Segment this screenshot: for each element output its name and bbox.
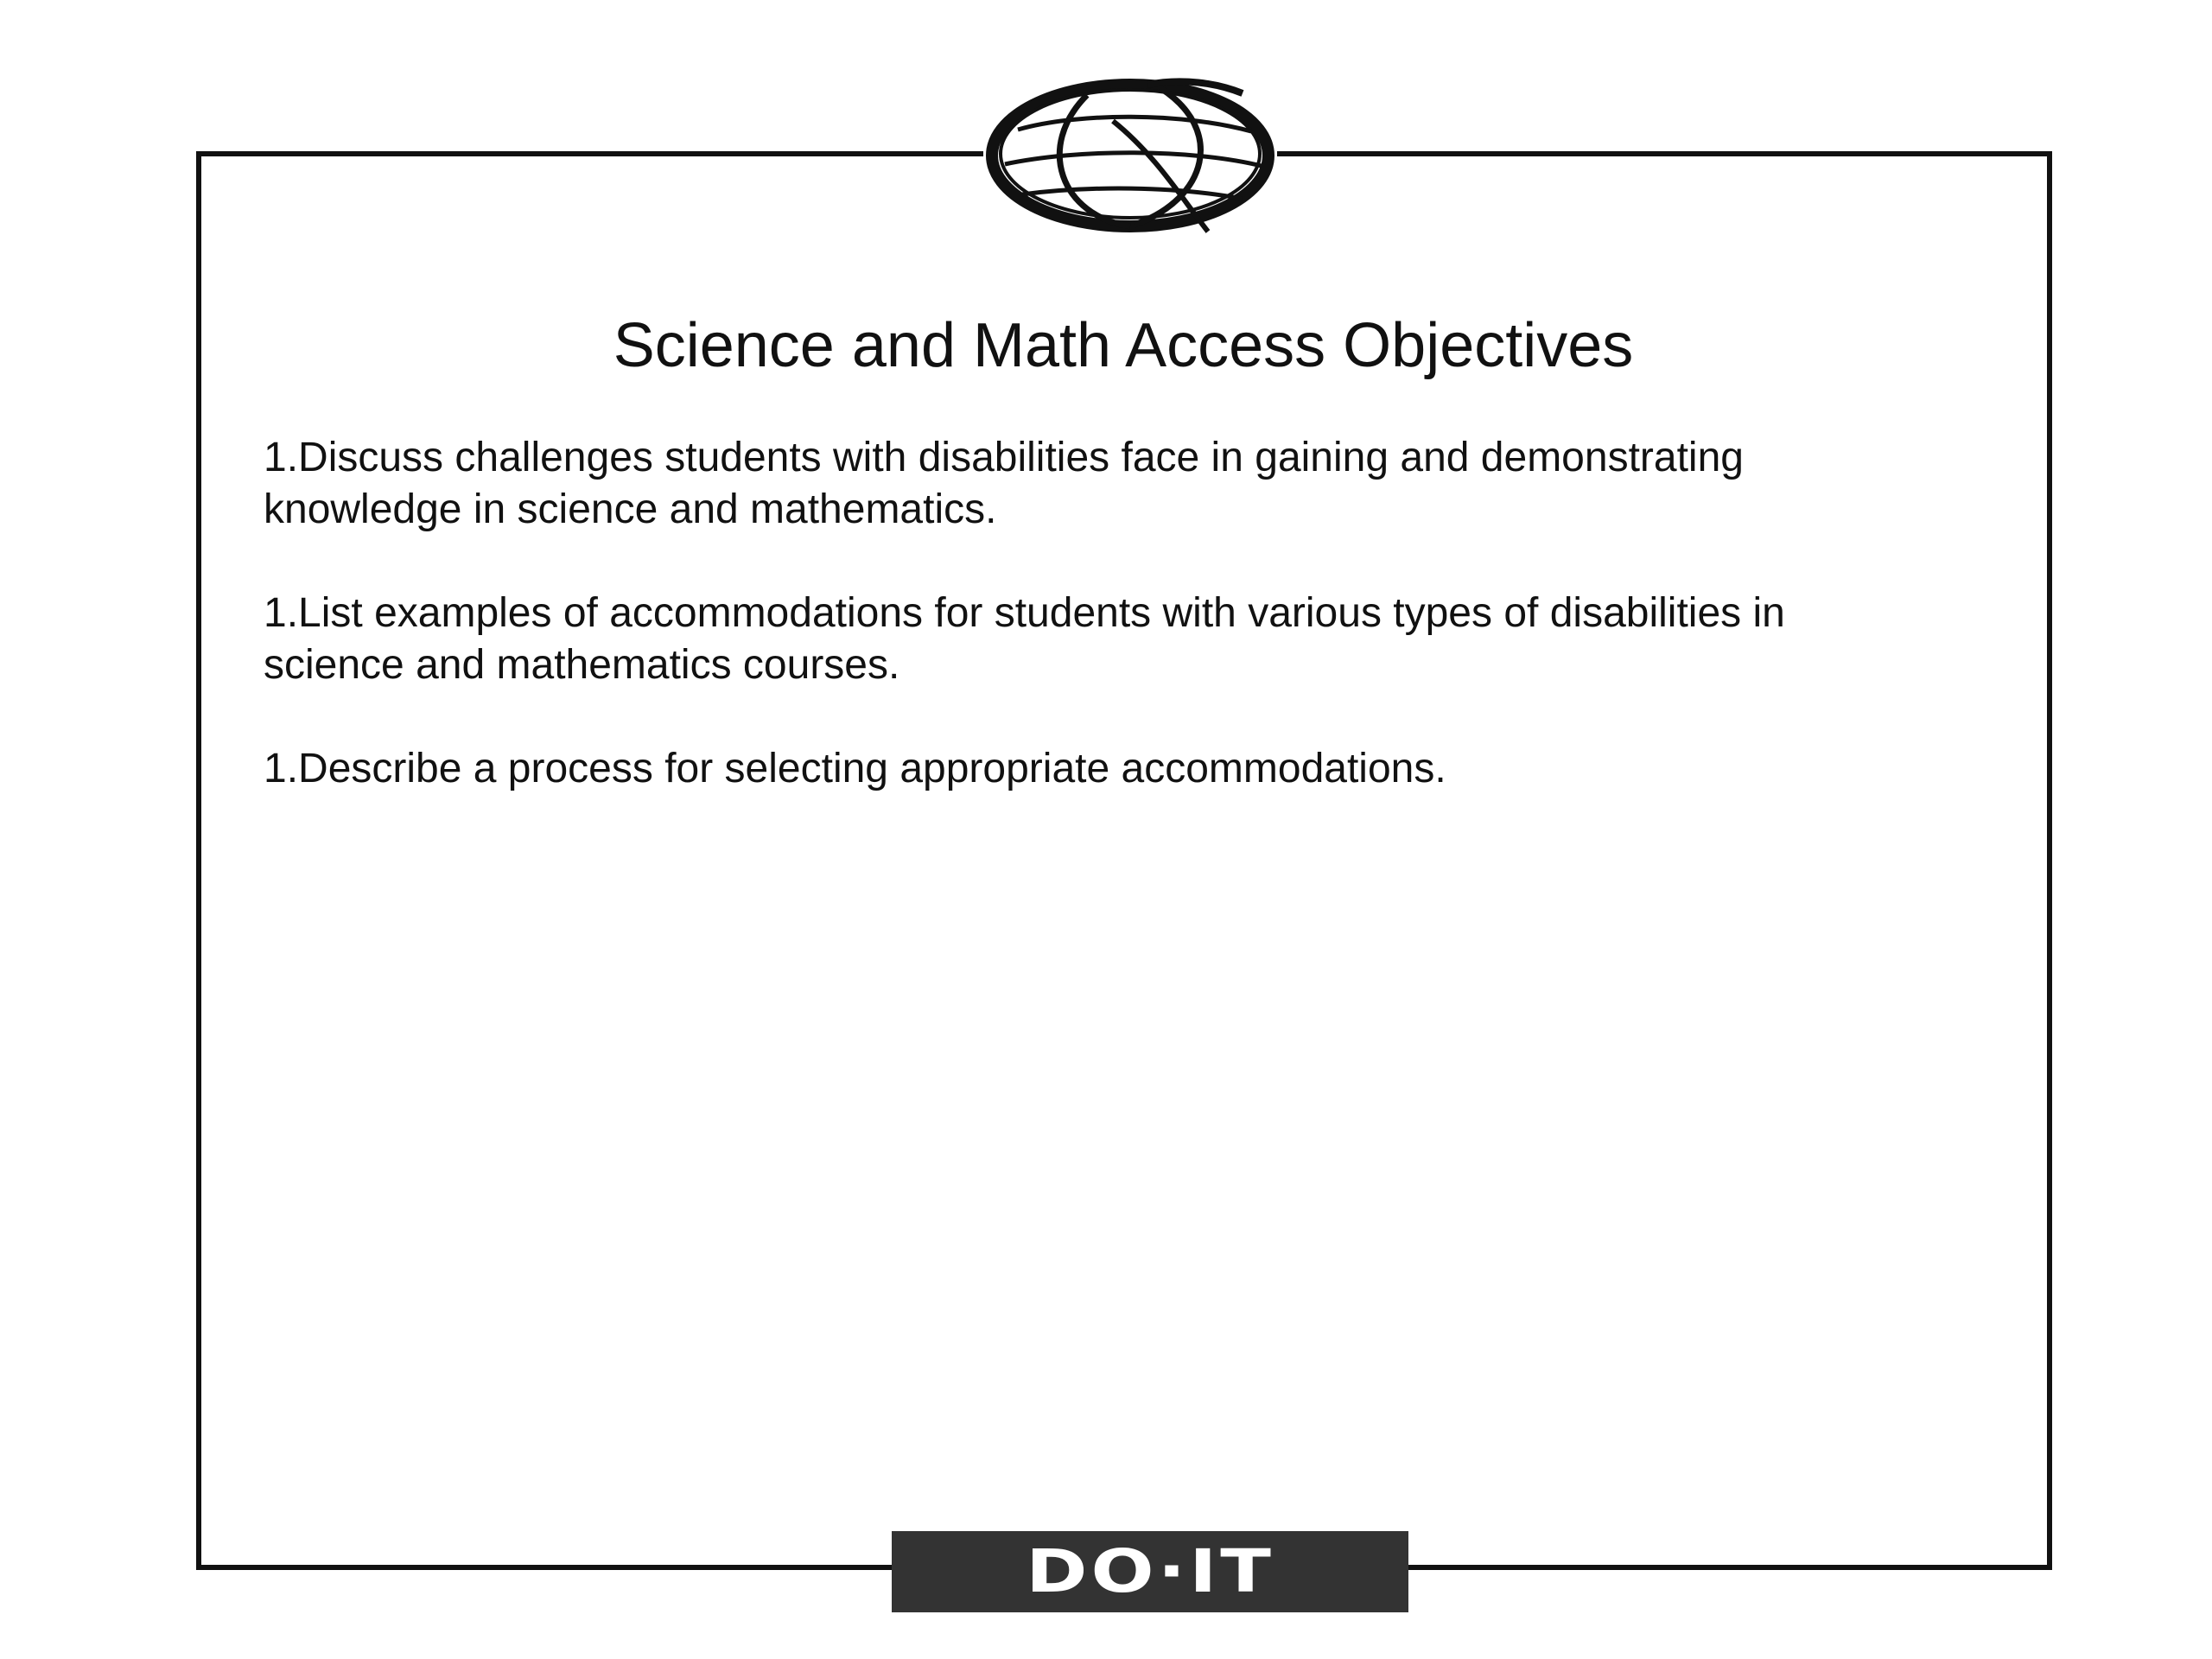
slide-title: Science and Math Access Objectives — [613, 311, 1634, 380]
doit-logo — [892, 1531, 1408, 1612]
globe-logo-icon — [983, 69, 1277, 242]
objective-item: 1.Discuss challenges students with disabilities face in gaining and demonstrating knowledge in science and mathematics. — [264, 435, 1744, 532]
doit-logo-text: DO·IT — [1026, 1537, 1274, 1606]
objectives-list — [264, 432, 1931, 847]
objective-item: 1.Describe a process for selecting appropriate accommodations. — [264, 746, 1446, 791]
objective-item: 1.List examples of accommodations for students with various types of disabilities in science and mathematics courses. — [264, 590, 1785, 688]
